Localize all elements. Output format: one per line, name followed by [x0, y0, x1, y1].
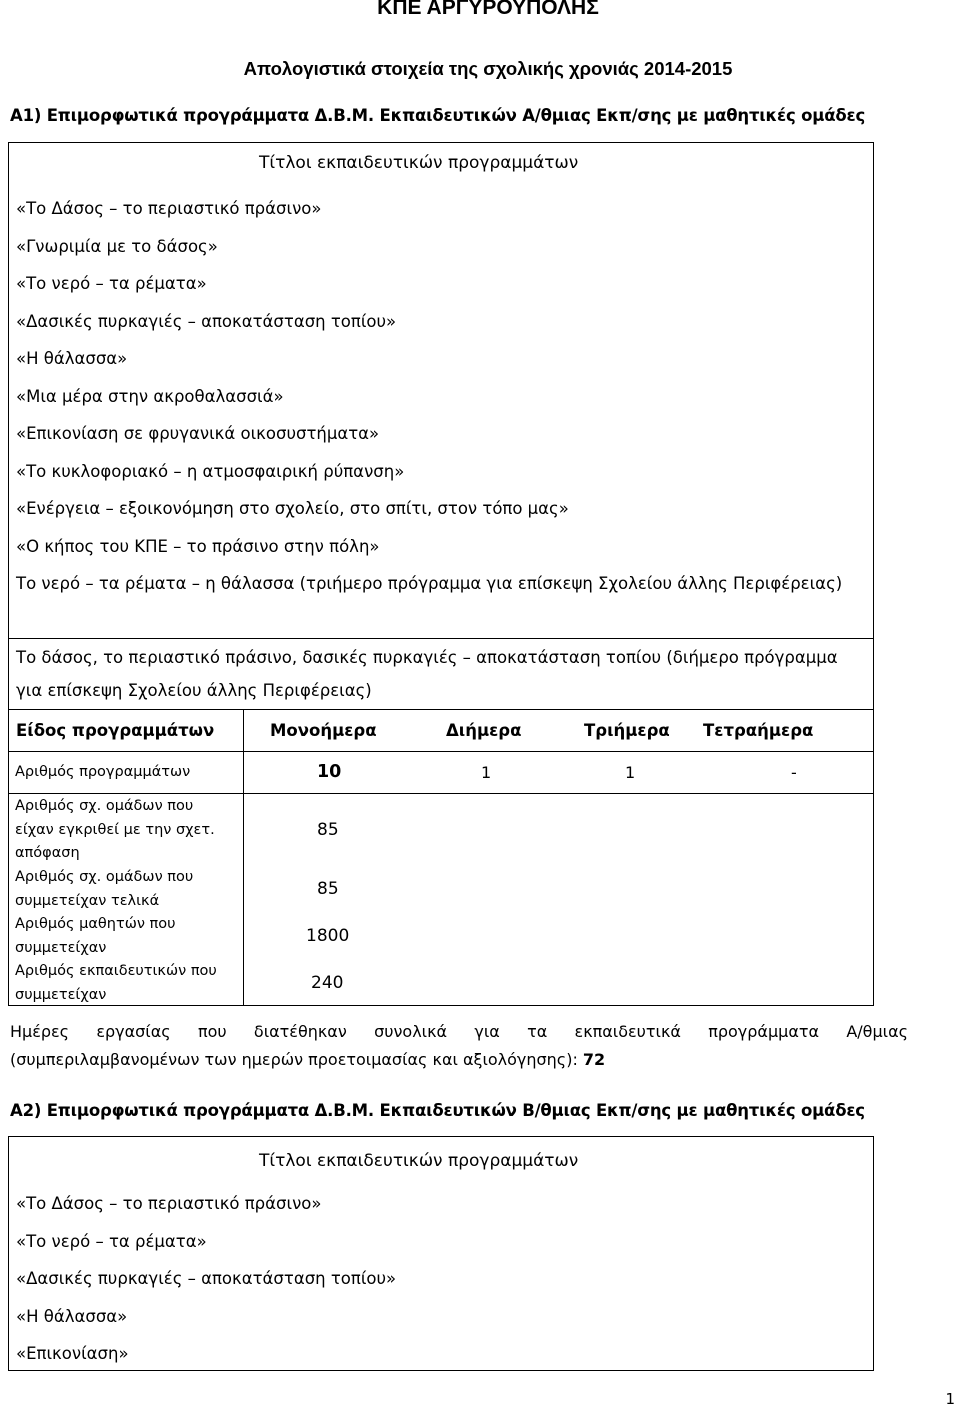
- a1-note-three-day: Το νερό – τα ρέματα – η θάλασσα (τριήμερο πρόγραμμα για επίσκεψη Σχολείου άλλης Περιφέρειας): [16, 574, 843, 593]
- list-item: «Δασικές πυρκαγιές – αποκατάσταση τοπίου»: [16, 1269, 397, 1288]
- list-item: «Η θάλασσα»: [16, 349, 128, 368]
- a1-working-days-summary: [10, 1018, 908, 1074]
- a1-note-row: [8, 638, 874, 710]
- stat-label: Αριθμός σχ. ομάδων που είχαν εγκριθεί με την σχετ. απόφαση: [15, 798, 215, 861]
- list-item: «Το νερό – τα ρέματα»: [16, 274, 207, 293]
- stat-label: Αριθμός εκπαιδευτικών που συμμετείχαν: [15, 963, 217, 1003]
- program-count-row: [8, 751, 874, 794]
- types-label-cell: [9, 710, 244, 751]
- a2-programs-table: [8, 1136, 874, 1371]
- list-item: «Το Δάσος – το περιαστικό πράσινο»: [16, 1194, 322, 1213]
- stat-value: 1800: [306, 926, 350, 946]
- a1-stats-block: [8, 793, 874, 1006]
- header-four-day: Τετραήμερα: [703, 721, 814, 740]
- stat-label: Αριθμός σχ. ομάδων που συμμετείχαν τελικά: [15, 869, 194, 909]
- count-three-day: 1: [625, 763, 636, 782]
- list-item: «Ο κήπος του ΚΠΕ – το πράσινο στην πόλη»: [16, 536, 380, 556]
- summary-line-2-text: (συμπεριλαμβανομένων των ημερών προετοιμασίας και αξιολόγησης):: [10, 1050, 578, 1069]
- header-two-day: Διήμερα: [446, 721, 522, 740]
- a1-table-title: Τίτλοι εκπαιδευτικών προγραμμάτων: [259, 153, 579, 173]
- stat-value: 85: [317, 820, 339, 840]
- count-two-day: 1: [481, 763, 492, 782]
- page-subtitle: Απολογιστικά στοιχεία της σχολικής χρονιάς 2014-2015: [243, 58, 733, 79]
- stat-value: 85: [317, 879, 339, 899]
- stat-label: Αριθμός μαθητών που συμμετείχαν: [15, 916, 176, 956]
- list-item: «Η θάλασσα»: [16, 1306, 128, 1326]
- a2-program-list: [16, 1185, 396, 1373]
- summary-line-1: Ημέρες εργασίας που διατέθηκαν συνολικά για τα εκπαιδευτικά προγράμματα Α/θμιας: [10, 1022, 908, 1041]
- page-title: ΚΠΕ ΑΡΓΥΡΟΥΠΟΛΗΣ: [377, 0, 599, 19]
- list-item: «Το νερό – τα ρέματα»: [16, 1231, 207, 1251]
- a1-programs-table: [8, 142, 874, 639]
- header-one-day: Μονοήμερα: [270, 721, 377, 740]
- section-a2-heading: Α2) Επιμορφωτικά προγράμματα Δ.Β.Μ. Εκπαιδευτικών Β/θμιας Εκπ/σης με μαθητικές ομάδες: [10, 1101, 865, 1120]
- section-a1-heading: Α1) Επιμορφωτικά προγράμματα Δ.Β.Μ. Εκπαιδευτικών Α/θμιας Εκπ/σης με μαθητικές ομάδες: [10, 106, 866, 125]
- list-item: «Επικονίαση»: [16, 1344, 129, 1363]
- list-item: «Δασικές πυρκαγιές – αποκατάσταση τοπίου»: [16, 311, 397, 331]
- stat-value: 240: [311, 973, 344, 993]
- list-item: «Το Δάσος – το περιαστικό πράσινο»: [16, 199, 322, 218]
- list-item: «Γνωριμία με το δάσος»: [16, 236, 218, 256]
- count-four-day: -: [791, 763, 797, 782]
- types-label: Είδος προγραμμάτων: [16, 721, 215, 740]
- page-number: 1: [945, 1390, 955, 1408]
- list-item: «Το κυκλοφοριακό – η ατμοσφαιρική ρύπανση»: [16, 461, 405, 481]
- list-item: «Ενέργεια – εξοικονόμηση στο σχολείο, στο σπίτι, στον τόπο μας»: [16, 499, 569, 518]
- summary-line-2: [10, 1046, 908, 1074]
- summary-value: 72: [582, 1050, 606, 1069]
- a1-note-two-day: Το δάσος, το περιαστικό πράσινο, δασικές πυρκαγιές – αποκατάσταση τοπίου (διήμερο πρόγραμμα για επίσκεψη Σχολείου άλλης Περιφέρειας): [16, 648, 838, 700]
- count-label: Αριθμός προγραμμάτων: [15, 764, 191, 780]
- count-one-day: 10: [317, 762, 342, 782]
- list-item: «Μια μέρα στην ακροθαλασσιά»: [16, 386, 284, 406]
- header-three-day: Τριήμερα: [584, 721, 670, 740]
- count-label-cell: [9, 752, 244, 793]
- a1-program-list: [16, 190, 569, 565]
- program-types-header: [8, 709, 874, 752]
- a2-table-title: Τίτλοι εκπαιδευτικών προγραμμάτων: [259, 1151, 579, 1171]
- list-item: «Επικονίαση σε φρυγανικά οικοσυστήματα»: [16, 424, 380, 443]
